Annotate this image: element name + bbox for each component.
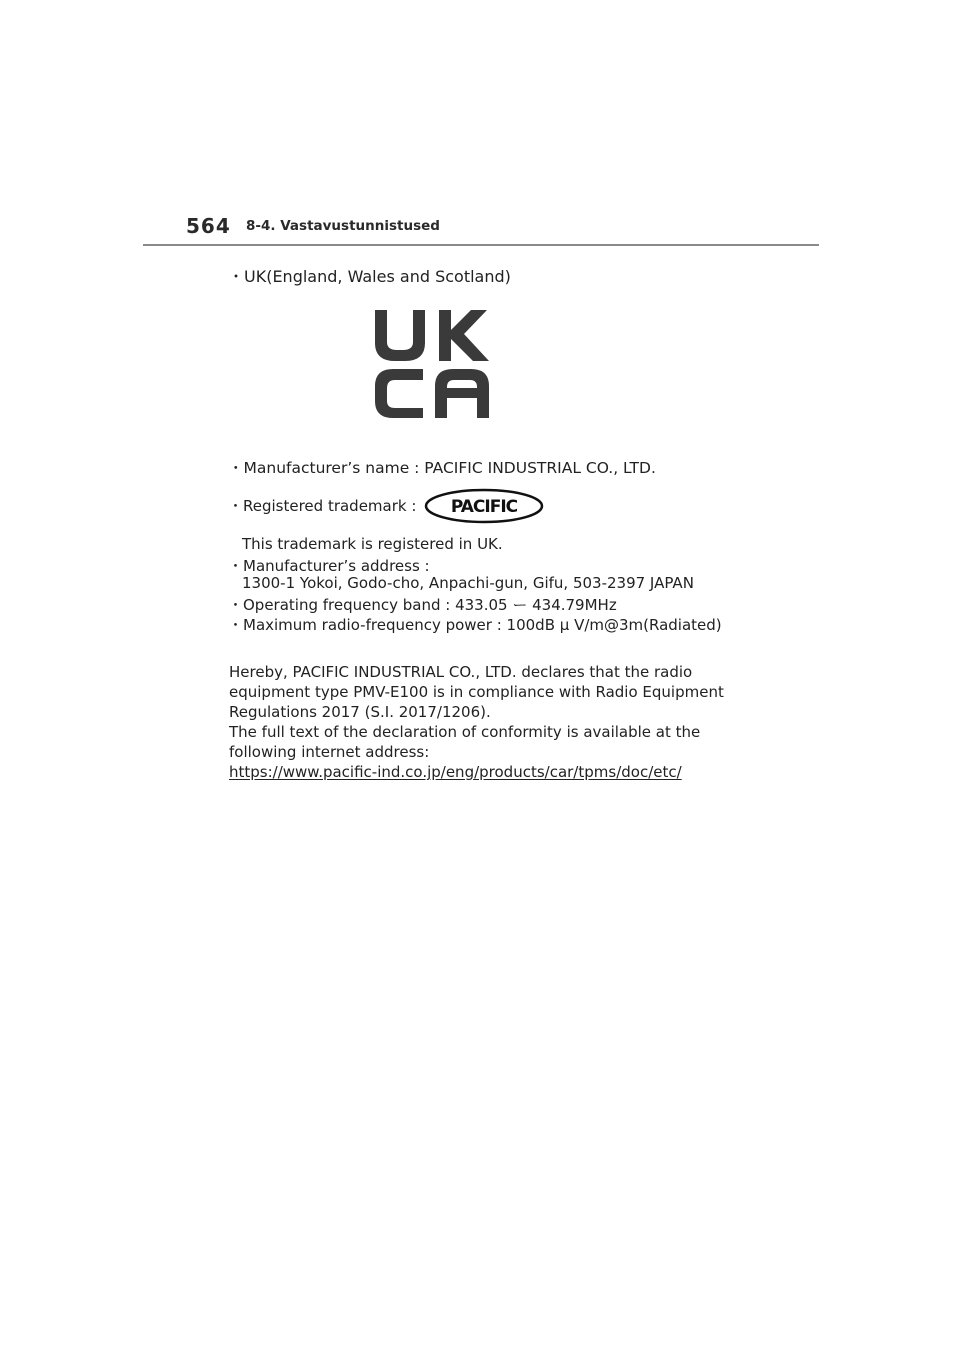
operating-frequency: ・Operating frequency band : 433.05 ー 434.79MHz [228, 596, 617, 614]
ukca-mark-icon [373, 308, 491, 420]
ukca-letter-a [435, 369, 489, 418]
declaration-line-2: equipment type PMV-E100 is in compliance with Radio Equipment [229, 683, 724, 701]
declaration-line-1: Hereby, PACIFIC INDUSTRIAL CO., LTD. declares that the radio [229, 663, 693, 681]
pacific-trademark-logo [424, 488, 544, 524]
page-number: 564 [186, 214, 231, 238]
ukca-letter-k [439, 310, 489, 361]
registered-trademark-label: ・Registered trademark : [228, 497, 417, 515]
trademark-note: This trademark is registered in UK. [242, 535, 503, 553]
ukca-letter-u [375, 310, 425, 361]
declaration-line-5: following internet address: [229, 743, 430, 761]
declaration-line-3: Regulations 2017 (S.I. 2017/1206). [229, 703, 491, 721]
ukca-letter-c [375, 369, 423, 418]
section-title: 8-4. Vastavustunnistused [246, 218, 440, 234]
declaration-url-link[interactable]: https://www.pacific-ind.co.jp/eng/products/car/tpms/doc/etc/ [229, 763, 682, 781]
manufacturer-address-label: ・Manufacturer’s address : [228, 557, 430, 575]
max-radio-frequency-power: ・Maximum radio-frequency power : 100dB μ V/m@3m(Radiated) [228, 616, 722, 634]
manufacturer-address: 1300-1 Yokoi, Godo-cho, Anpachi-gun, Gifu, 503-2397 JAPAN [242, 574, 694, 592]
section-heading: ・UK(England, Wales and Scotland) [228, 267, 511, 286]
declaration-line-4: The full text of the declaration of conformity is available at the [229, 723, 701, 741]
manufacturer-name: ・Manufacturer’s name : PACIFIC INDUSTRIAL CO., LTD. [228, 459, 656, 477]
svg-text:PACIFIC: PACIFIC [450, 497, 518, 517]
